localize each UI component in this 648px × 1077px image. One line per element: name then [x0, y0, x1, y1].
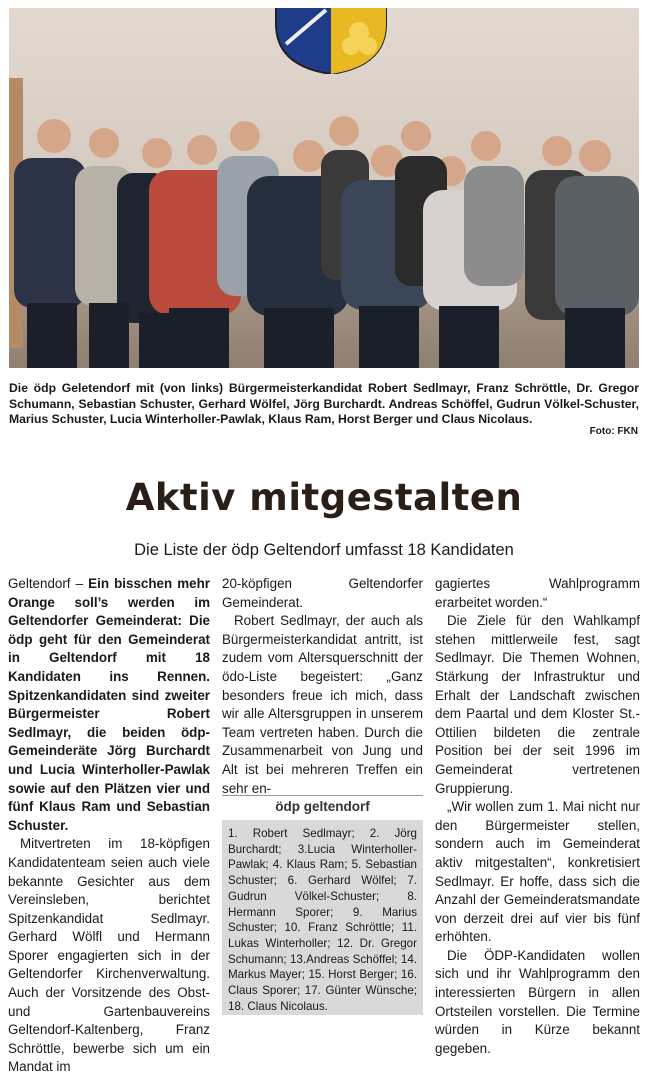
- group-photo: [9, 8, 639, 368]
- article-column-3: [435, 575, 640, 1058]
- body-paragraph-continued: 20-köpfigen Geltendorfer Gemeinderat.: [222, 576, 423, 610]
- body-paragraph: Die ÖDP-Kandidaten wollen sich und ihr Wahlprogramm den interessierten Bürgern in allen Ortsteilen vorstellen. Die Termine würden in Kürze bekannt gegeben.: [435, 947, 640, 1056]
- candidate-box-title: ödp geltendorf: [222, 795, 423, 814]
- people-illustration: [9, 8, 639, 368]
- dateline: Geltendorf –: [8, 576, 89, 591]
- article-subheadline: Die Liste der ödp Geltendorf umfasst 18 Kandidaten: [134, 541, 514, 559]
- photo-caption: Die ödp Geletendorf mit (von links) Bürgermeisterkandidat Robert Sedlmayr, Franz Schröttle, Dr. Gregor Schumann, Sebastian Schuster, Gerhard Wölfel, Jörg Burchardt. Andreas Schöffel, Gudrun Völkel-Schuster, Marius Schuster, Lucia Winterholler-Pawlak, Klaus Ram, Horst Berger und Claus Nicolaus.: [9, 381, 639, 427]
- article-headline: Aktiv mitgestalten: [125, 476, 523, 519]
- body-paragraph: Mitvertreten im 18-köpfigen Kandidatenteam seien auch viele bekannte Gesichter aus dem Vereinsleben, berichtet Spitzenkandidat Sedlmayr. Gerhard Wölfl und Hermann Sporer engagierten sich in der Geltendorfer Kirchenverwaltung. Auch der Vorsitzende des Obst- und Gartenbauvereins Geltendorf-Kaltenberg, Franz Schröttle, bewerbe sich um ein Mandat im: [8, 836, 210, 1075]
- body-paragraph-continued: gagiertes Wahlprogramm erarbeitet worden.“: [435, 576, 640, 610]
- photo-credit: Foto: FKN: [589, 426, 638, 437]
- article-column-2: [222, 575, 423, 798]
- candidate-list-box: 1. Robert Sedlmayr; 2. Jörg Burchardt; 3.Lucia Winterholler-Pawlak; 4. Klaus Ram; 5. Sebastian Schuster; 6. Gerhard Wölfel; 7. Gudrun Völkel-Schuster; 8. Hermann Sporer; 9. Marius Schuster; 10. Franz Schröttle; 11. Lukas Winterholler; 12. Dr. Gregor Schumann; 13.Andreas Schöffel; 14. Markus Mayer; 15. Horst Berger; 16. Claus Sporer; 17. Günter Wünsche; 18. Claus Nicolaus.: [222, 820, 423, 1015]
- body-paragraph: Robert Sedlmayr, der auch als Bürgermeisterkandidat antritt, ist zudem vom Altersquerschnitt der ödo-Liste begeistert: „Ganz besonders freue ich mich, dass wir alle Altersgruppen in unserem Team vertreten haben. Durch die Zusammenarbeit von Jung und Alt ist bei mehreren Treffen ein sehr en-: [222, 613, 423, 796]
- body-paragraph: Die Ziele für den Wahlkampf stehen mittlerweile fest, sagt Sedlmayr. Die Themen Wohnen, Stärkung der Infrastruktur und Erhalt der Landschaft zwischen dem Paartal und dem Kloster St.-Ottilien bildeten die zentrale Position bei der seit 1996 im Gemeinderat vertretenen Gruppierung.: [435, 613, 640, 796]
- lead-paragraph: Ein bisschen mehr Orange soll’s werden im Geltendorfer Gemeinderat: Die ödp geht für den Gemeinderat in Geltendorf mit 18 Kandidaten ins Rennen. Spitzenkandidaten sind zweiter Bürgermeister Robert Sedlmayr, die beiden ödp-Gemeinderäte Jörg Burchardt und Lucia Winterholler-Pawlak sowie auf den Plätzen vier und fünf Klaus Ram und Sebastian Schuster.: [8, 576, 210, 833]
- body-paragraph: „Wir wollen zum 1. Mai nicht nur den Bürgermeister stellen, sondern auch im Gemeinderat aktiv mitgestalten“, konkretisiert Sedlmayr. Er hoffe, dass sich die Anzahl der Gemeinderatsmandate von derzeit drei auf vier bis fünf erhöhten.: [435, 799, 640, 945]
- article-column-1: [8, 575, 210, 1077]
